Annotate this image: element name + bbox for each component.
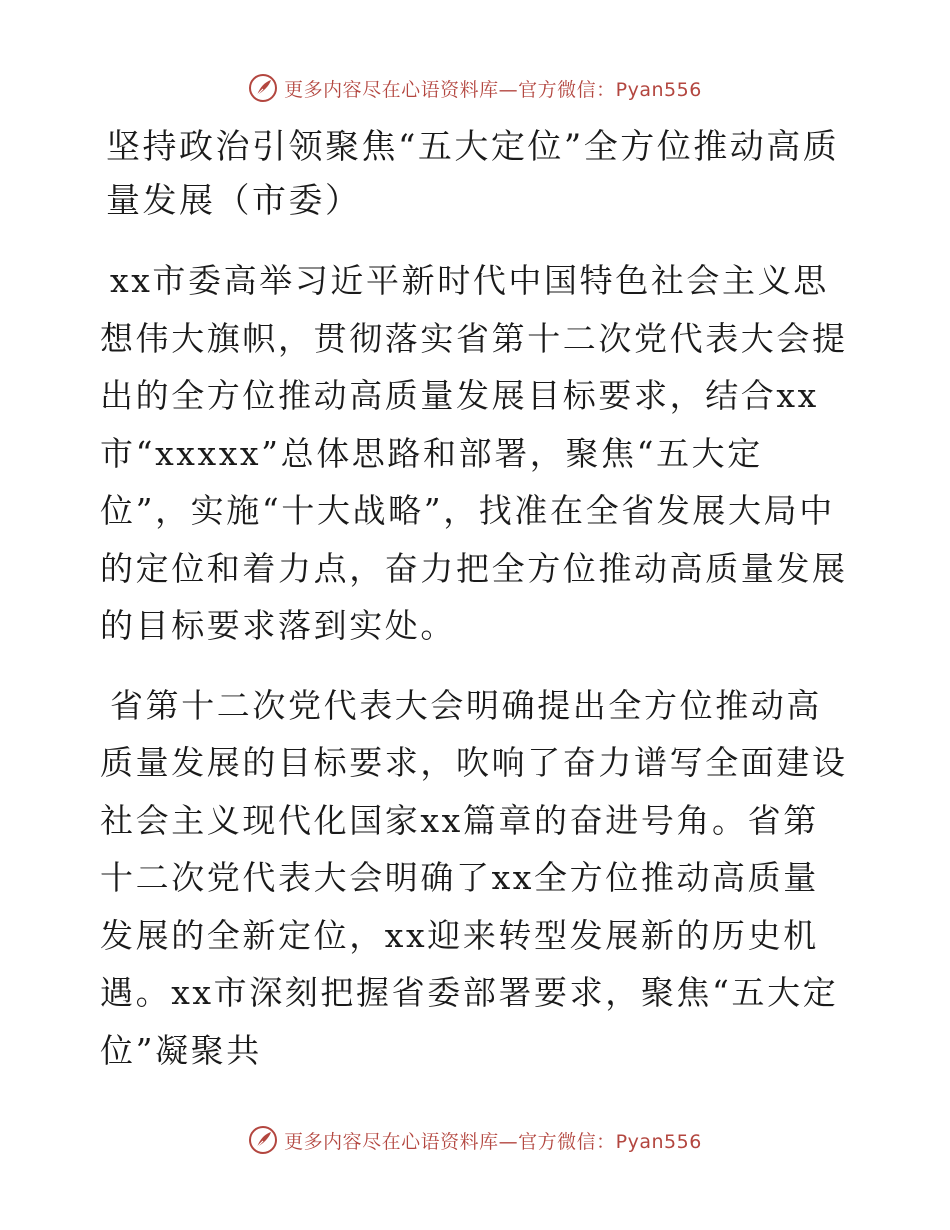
paragraph-2 <box>100 677 850 1080</box>
document-body <box>100 120 850 1101</box>
watermark-text: 更多内容尽在心语资料库—官方微信：Pyan556 <box>284 78 702 101</box>
feather-pen-logo-icon <box>248 73 278 103</box>
feather-pen-logo-icon <box>248 1125 278 1155</box>
paragraph-1-text: xx市委高举习近平新时代中国特色社会主义思想伟大旗帜，贯彻落实省第十二次党代表大会提出的全方位推动高质量发展目标要求，结合xx市“xxxxx”总体思路和部署，聚焦“五大定位”，实施“十大战略”，找准在全省发展大局中的定位和着力点，奋力把全方位推动高质量发展的目标要求落到实处。 <box>100 261 848 645</box>
paragraph-1 <box>100 252 850 655</box>
header-watermark <box>0 73 950 103</box>
paragraph-2-text: 省第十二次党代表大会明确提出全方位推动高质量发展的目标要求，吹响了奋力谱写全面建设社会主义现代化国家xx篇章的奋进号角。省第十二次党代表大会明确了xx全方位推动高质量发展的全新定位，xx迎来转型发展新的历史机遇。xx市深刻把握省委部署要求，聚焦“五大定位”凝聚共 <box>100 685 848 1070</box>
document-title: 坚持政治引领聚焦“五大定位”全方位推动高质量发展（市委） <box>106 127 840 221</box>
watermark-text: 更多内容尽在心语资料库—官方微信：Pyan556 <box>284 1130 702 1153</box>
footer-watermark <box>0 1125 950 1155</box>
